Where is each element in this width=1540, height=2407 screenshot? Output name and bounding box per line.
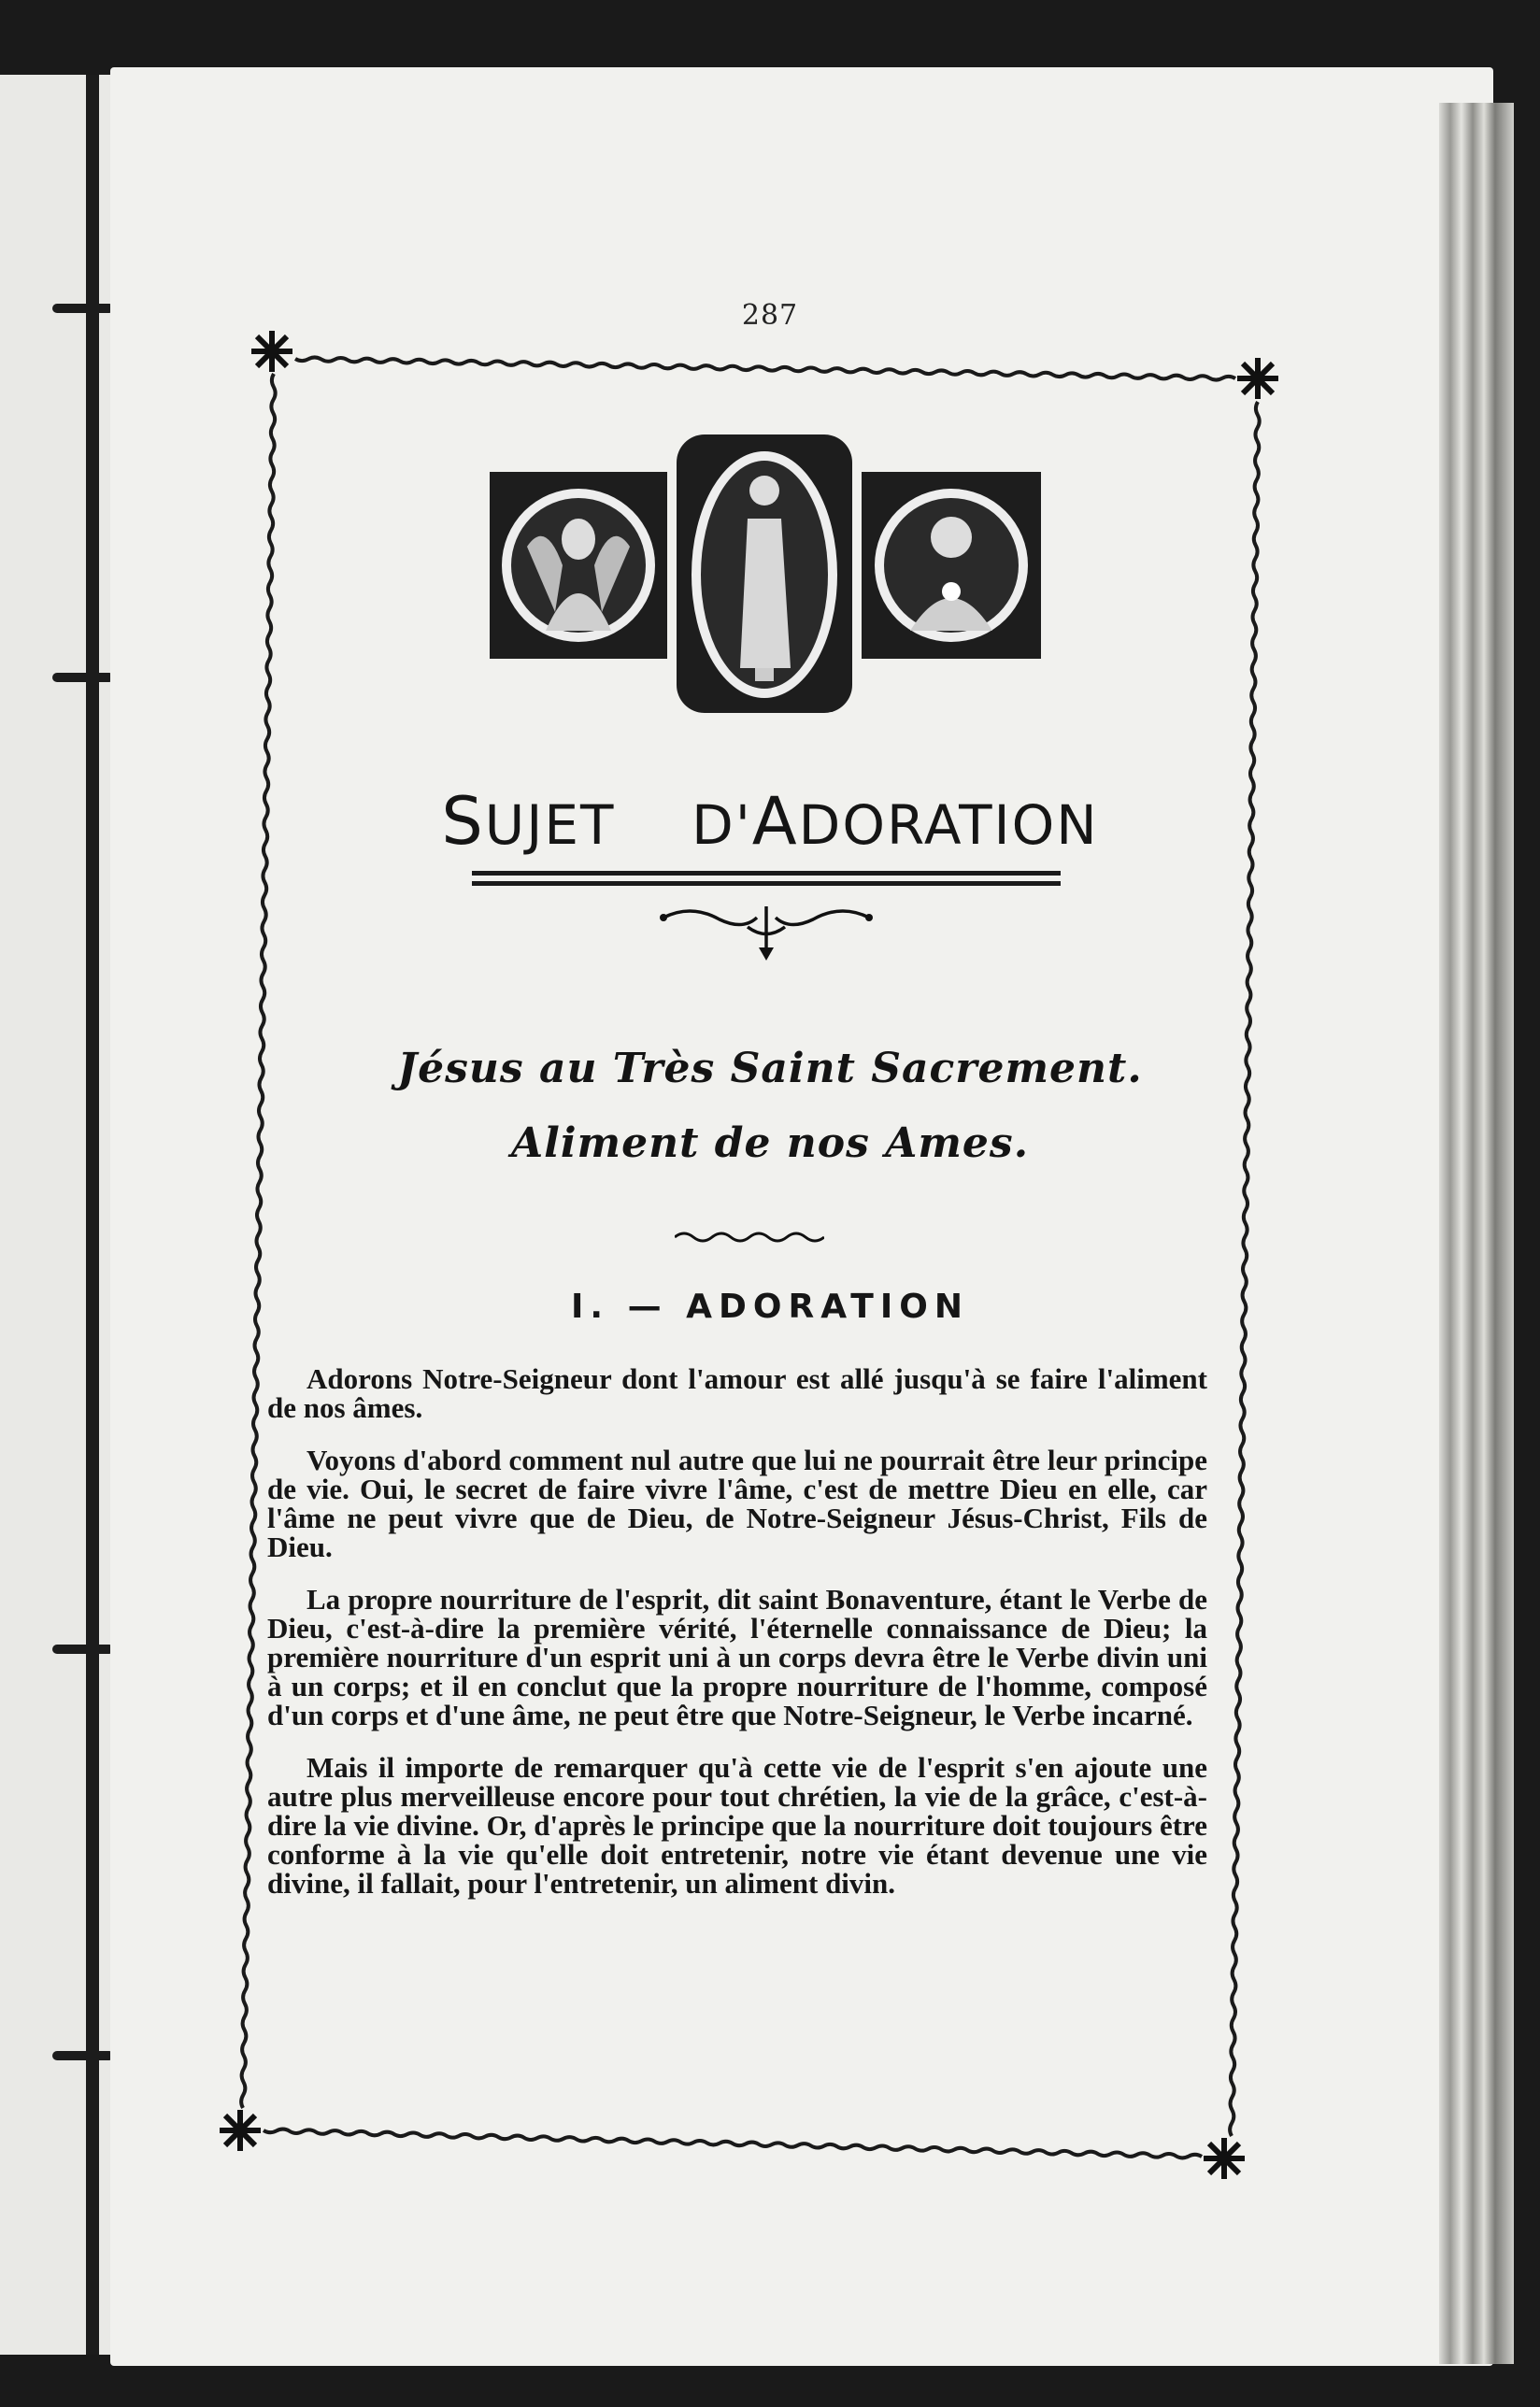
body-text: [267, 1364, 1207, 1921]
page-title: [0, 783, 1540, 860]
section-heading: I. — ADORATION: [571, 1288, 969, 1326]
vignette-group: [490, 434, 1041, 715]
title-initial: A: [751, 783, 799, 860]
paragraph: La propre nourriture de l'esprit, dit saint Bonaventure, étant le Verbe de Dieu, c'est-à-dire la première vérité, l'éternelle connaissance de Dieu; la première nourriture d'un esprit uni à un corps devra être le Verbe divin uni à un corps; et il en conclut que la propre nourriture de l'homme, composé d'un corps et d'une âme, ne peut être que Notre-Seigneur, le Verbe incarné.: [267, 1583, 1207, 1731]
title-initial: S: [441, 783, 485, 860]
corner-star-icon: [220, 2110, 261, 2151]
title-word: UJET: [484, 793, 616, 857]
wavy-separator: [675, 1228, 824, 1246]
angel-vignette-icon: [490, 472, 667, 659]
sacred-heart-vignette-icon: [862, 472, 1041, 659]
paragraph: Mais il importe de remarquer qu'à cette vie de l'esprit s'en ajoute une autre plus merveilleuse encore pour tout chrétien, la vie de la grâce, c'est-à-dire la vie divine. Or, d'après le principe que la nourriture doit toujours être conforme à la vie qu'elle doit entretenir, notre vie étant devenue une vie divine, il fallait, pour l'entretenir, un aliment divin.: [267, 1751, 1207, 1900]
page-number: 287: [741, 299, 799, 332]
corner-star-icon: [1237, 358, 1278, 399]
christ-vignette-icon: [677, 434, 852, 713]
subtitle-line-1: Jésus au Très Saint Sacrement.: [397, 1045, 1143, 1092]
subtitle-line-2: Aliment de nos Ames.: [510, 1119, 1030, 1167]
title-word: DORATION: [798, 793, 1099, 857]
corner-star-icon: [1204, 2138, 1245, 2179]
paragraph: Adorons Notre-Seigneur dont l'amour est allé jusqu'à se faire l'aliment de nos âmes.: [267, 1362, 1207, 1424]
title-word: D': [692, 793, 752, 857]
corner-star-icon: [251, 331, 292, 372]
double-rule: [472, 871, 1061, 891]
scroll-ornament-icon: [654, 899, 878, 964]
paragraph: Voyons d'abord comment nul autre que lui ne pourrait être leur principe de vie. Oui, le secret de faire vivre l'âme, c'est de mettre Dieu en elle, car l'âme ne peut vivre que de Dieu, de Notre-Seigneur Jésus-Christ, Fils de Dieu.: [267, 1444, 1207, 1563]
